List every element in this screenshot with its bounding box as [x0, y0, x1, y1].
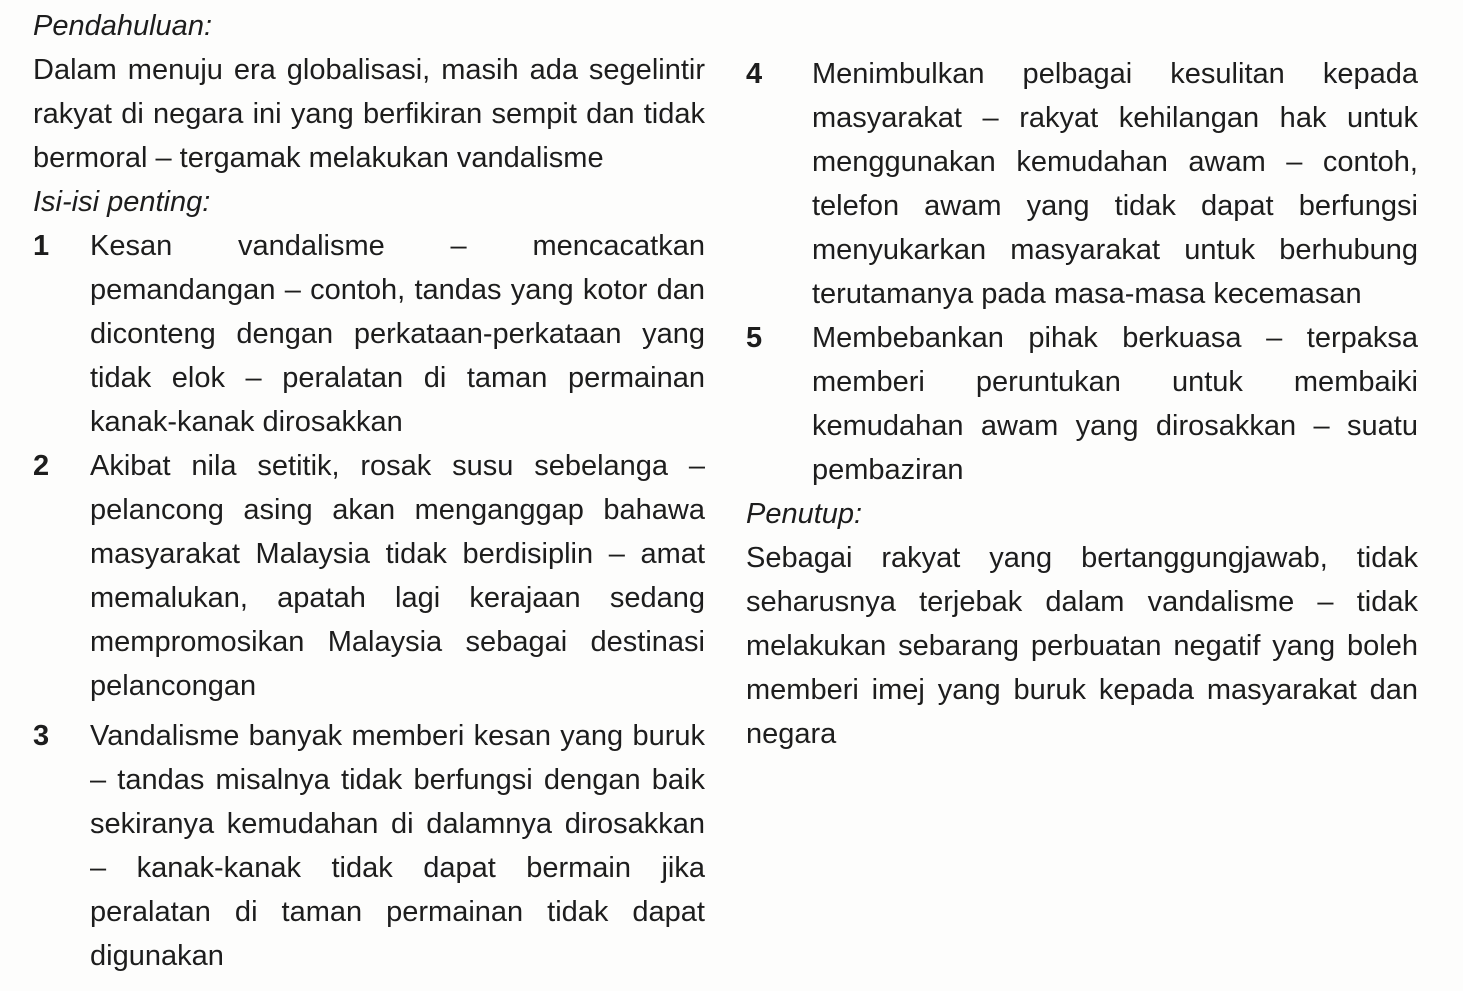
point-number: 4: [746, 58, 763, 90]
points-heading: Isi-isi penting:: [33, 186, 211, 218]
point-text: Membebankan pihak berkuasa – terpaksa memberi peruntukan untuk membaiki kemudahan awam yang dirosakkan – suatu pembaziran: [812, 322, 1418, 486]
closing-paragraph: Sebagai rakyat yang bertanggungjawab, tidak seharusnya terjebak dalam vandalisme – tidak melakukan sebarang perbuatan negatif yang boleh memberi imej yang buruk kepada masyarakat dan negara: [746, 542, 1418, 750]
closing-heading: Penutup:: [746, 498, 863, 530]
point-number: 1: [33, 230, 50, 262]
point-text: Vandalisme banyak memberi kesan yang buruk – tandas misalnya tidak berfungsi dengan baik sekiranya kemudahan di dalamnya dirosakkan – kanak-kanak tidak dapat bermain jika peralatan di taman permainan tidak dapat digunakan: [90, 720, 705, 972]
point-text: Menimbulkan pelbagai kesulitan kepada masyarakat – rakyat kehilangan hak untuk menggunakan kemudahan awam – contoh, telefon awam yang tidak dapat berfungsi menyukarkan masyarakat untuk berhubung terutamanya pada masa-masa kecemasan: [812, 58, 1418, 310]
intro-heading: Pendahuluan:: [33, 10, 212, 42]
point-item-5: [746, 316, 1418, 492]
intro-paragraph: Dalam menuju era globalisasi, masih ada segelintir rakyat di negara ini yang berfikiran sempit dan tidak bermoral – tergamak melakukan vandalisme: [33, 54, 705, 174]
point-text: Kesan vandalisme – mencacatkan pemandangan – contoh, tandas yang kotor dan diconteng dengan perkataan-perkataan yang tidak elok – peralatan di taman permainan kanak-kanak dirosakkan: [90, 230, 705, 438]
point-number: 2: [33, 450, 50, 482]
left-column: [33, 0, 705, 978]
point-number: 3: [33, 720, 50, 752]
point-text: Akibat nila setitik, rosak susu sebelanga – pelancong asing akan menganggap bahawa masyarakat Malaysia tidak berdisiplin – amat memalukan, apatah lagi kerajaan sedang mempromosikan Malaysia sebagai destinasi pelancongan: [90, 450, 705, 702]
point-number: 5: [746, 322, 763, 354]
right-column: [746, 0, 1418, 756]
point-item-1: [33, 224, 705, 444]
point-item-2: [33, 444, 705, 708]
point-item-4: [746, 52, 1418, 316]
point-item-3: [33, 714, 705, 978]
